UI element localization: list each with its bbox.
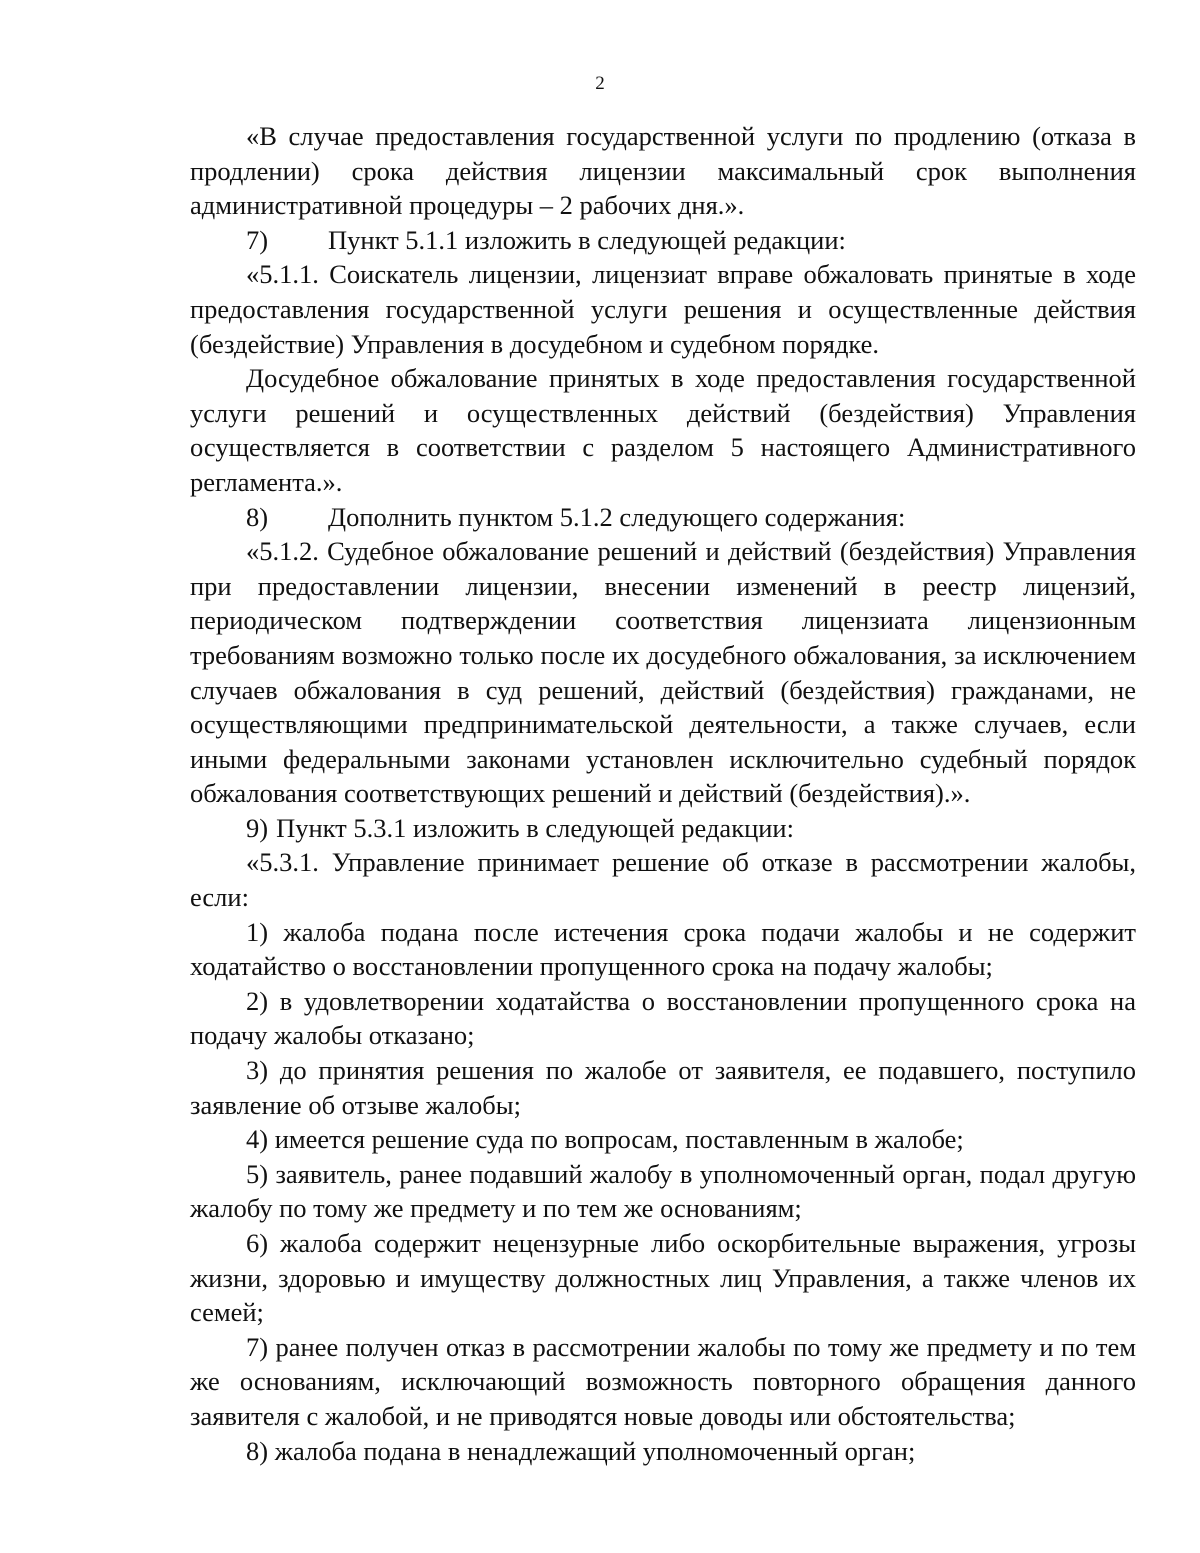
list-item: 1) жалоба подана после истечения срока подачи жалобы и не содержит ходатайство о восстановлении пропущенного срока на подачу жалобы; bbox=[190, 916, 1136, 982]
item-text: Пункт 5.3.1 изложить в следующей редакции: bbox=[276, 812, 794, 843]
paragraph-5-3-1: «5.3.1. Управление принимает решение об отказе в рассмотрении жалобы, если: bbox=[190, 847, 1136, 913]
document-body bbox=[190, 119, 1136, 1468]
paragraph-pretrial-appeal: Досудебное обжалование принятых в ходе предоставления государственной услуги решений и осуществленных действий (бездействия) Управления осуществляется в соответствии с разделом 5 настоящего Административного регламента.». bbox=[190, 363, 1136, 497]
list-item: 4) имеется решение суда по вопросам, поставленным в жалобе; bbox=[246, 1124, 964, 1155]
paragraph-deadline: «В случае предоставления государственной услуги по продлению (отказа в продлении) срока действия лицензии максимальный срок выполнения административной процедуры – 2 рабочих дня.». bbox=[190, 121, 1136, 221]
item-number: 9) bbox=[246, 812, 269, 843]
list-item: 5) заявитель, ранее подавший жалобу в уполномоченный орган, подал другую жалобу по тому же предмету и по тем же основаниям; bbox=[190, 1158, 1136, 1224]
list-item: 6) жалоба содержит нецензурные либо оскорбительные выражения, угрозы жизни, здоровью и имуществу должностных лиц Управления, а также членов их семей; bbox=[190, 1228, 1136, 1328]
item-number: 7) bbox=[246, 224, 269, 255]
item-9 bbox=[190, 811, 1136, 846]
paragraph-5-1-1: «5.1.1. Соискатель лицензии, лицензиат вправе обжаловать принятые в ходе предоставления государственной услуги решения и осуществленные действия (бездействие) Управления в досудебном и судебном порядке. bbox=[190, 259, 1136, 359]
paragraph-5-1-2: «5.1.2. Судебное обжалование решений и действий (бездействия) Управления при предоставлении лицензии, внесении изменений в реестр лицензий, периодическом подтверждении соответствия лицензиата лицензионным требованиям возможно только после их досудебного обжалования, за исключением случаев обжалования в суд решений, действий (бездействия) гражданами, не осуществляющими предпринимательской деятельности, а также случаев, если иными федеральными законами установлен исключительно судебный порядок обжалования соответствующих решений и действий (бездействия).». bbox=[190, 536, 1136, 809]
item-text: Пункт 5.1.1 изложить в следующей редакции: bbox=[328, 224, 846, 255]
page-number: 2 bbox=[595, 73, 605, 94]
item-8 bbox=[190, 500, 1136, 535]
item-7 bbox=[190, 223, 1136, 258]
list-item: 7) ранее получен отказ в рассмотрении жалобы по тому же предмету и по тем же основаниям, исключающий возможность повторного обращения данного заявителя с жалобой, и не приводятся новые доводы или обстоятельства; bbox=[190, 1331, 1136, 1431]
list-item: 3) до принятия решения по жалобе от заявителя, ее подавшего, поступило заявление об отзыве жалобы; bbox=[190, 1055, 1136, 1120]
item-text: Дополнить пунктом 5.1.2 следующего содержания: bbox=[328, 501, 906, 532]
item-number: 8) bbox=[246, 501, 269, 532]
list-item: 8) жалоба подана в ненадлежащий уполномоченный орган; bbox=[246, 1435, 916, 1466]
list-item: 2) в удовлетворении ходатайства о восстановлении пропущенного срока на подачу жалобы отказано; bbox=[190, 985, 1136, 1051]
